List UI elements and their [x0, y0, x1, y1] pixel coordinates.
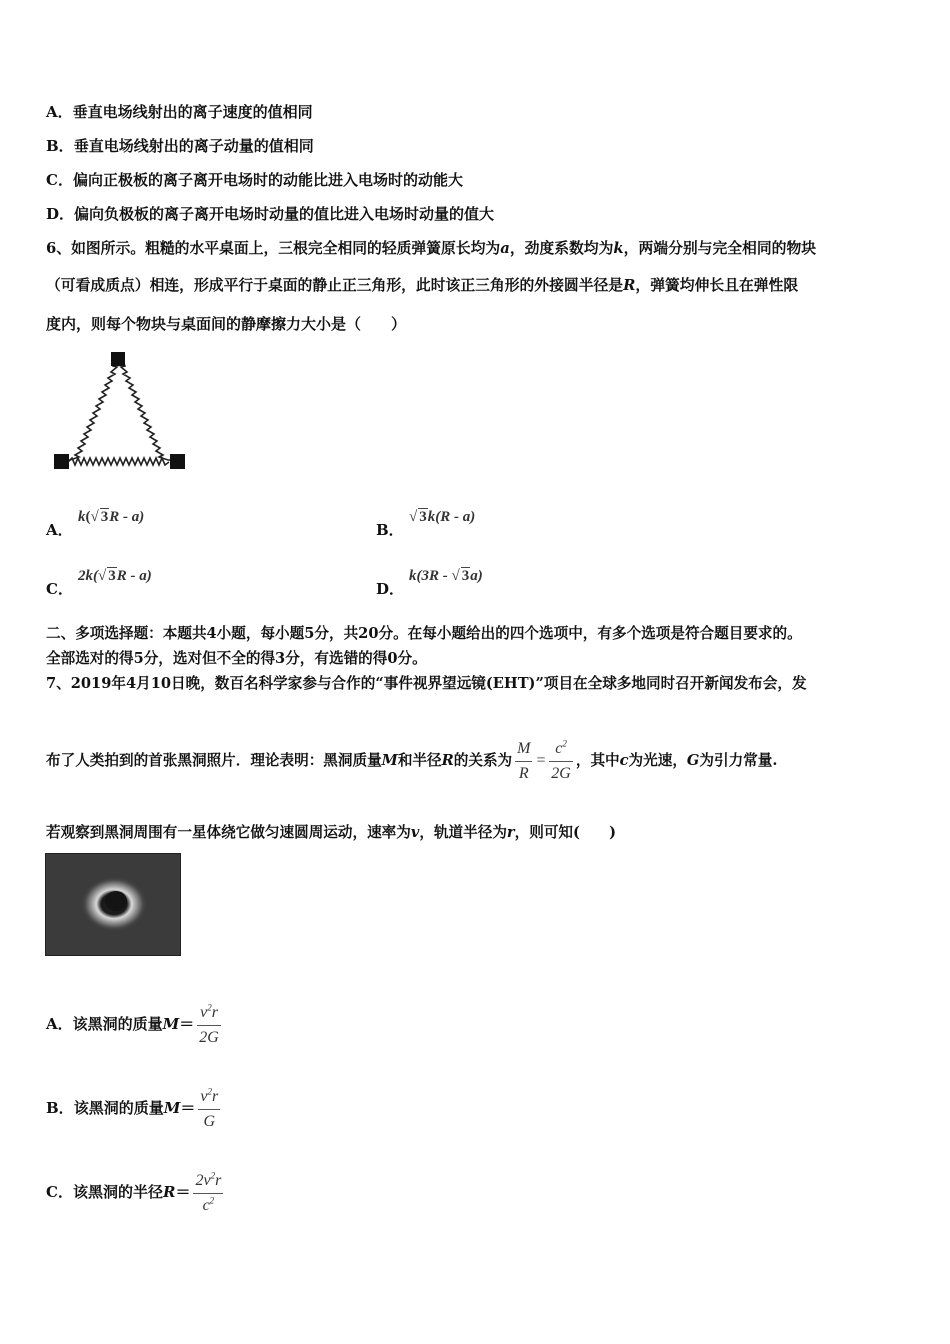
q6-option-d-formula: k(3R - √ 3a): [409, 568, 483, 584]
option-fraction: [193, 1171, 223, 1216]
q5-option-c: [46, 170, 463, 190]
q7-text: ，其中: [575, 752, 620, 769]
option-text: 偏向正极板的离子离开电场时的动能比进入电场时的动能大: [72, 171, 463, 189]
q7-text: 布了人类拍到的首张黑洞照片．理论表明：黑洞质量: [46, 752, 382, 769]
numerator-base: v: [200, 1087, 208, 1105]
q5-option-a: [46, 102, 313, 122]
q7-stem-line-3: [46, 823, 616, 843]
var-R: R: [623, 277, 636, 294]
q6-option-a-letter: [46, 519, 73, 540]
equals-sign: ＝: [179, 1015, 195, 1033]
option-variable: R: [162, 1183, 176, 1201]
var-v: v: [410, 824, 420, 841]
q6-text: ，劲度系数均为: [509, 240, 614, 257]
fraction-denominator: $c^2$: [202, 1195, 215, 1214]
q7-text: 的关系为: [453, 752, 513, 769]
option-letter: B．: [46, 137, 74, 155]
spring-triangle-figure: [48, 348, 193, 473]
section-text: 二、多项选择题：本题共4小题，每小题5分，共20分。在每小题给出的四个选项中，有多个选项是符合题目要求的。: [46, 625, 802, 642]
option-letter: A．: [46, 521, 73, 539]
equals-sign: =: [535, 752, 547, 769]
block-right: [170, 454, 185, 469]
option-fraction: [198, 1087, 220, 1132]
block-top: [111, 352, 125, 366]
section-2-note: [46, 649, 427, 669]
numerator-r: r: [215, 1171, 222, 1189]
var-k: k: [613, 240, 624, 257]
black-hole-ring-graphic: [46, 854, 180, 955]
option-text: 垂直电场线射出的离子动量的值相同: [73, 137, 314, 155]
option-text: 该黑洞的质量: [72, 1015, 163, 1033]
option-text: 偏向负极板的离子离开电场时动量的值比进入电场时动量的值大: [74, 205, 495, 223]
option-fraction: [197, 1003, 221, 1048]
option-text: 垂直电场线射出的离子速度的值相同: [72, 103, 313, 121]
numerator-r: r: [211, 1087, 219, 1105]
fraction-numerator: $2v^2r$: [193, 1171, 223, 1194]
fraction-numerator: $c^2$: [549, 739, 573, 762]
q7-stem-line-2: [46, 736, 777, 786]
sqrt-radicand: 3: [419, 509, 427, 525]
option-letter: D．: [46, 205, 75, 223]
q6-text: 6、如图所示。粗糙的水平桌面上，三根完全相同的轻质弹簧原长均为: [46, 240, 501, 257]
q7-stem-line-1: [46, 674, 807, 694]
q7-text: ，则可知( ): [514, 824, 616, 841]
fraction-M-over-R: [515, 739, 532, 784]
sqrt-radicand: 3: [108, 568, 116, 584]
q6-text: ，弹簧均伸长且在弹性限: [635, 277, 799, 294]
equals-sign: ＝: [175, 1183, 191, 1201]
fraction-denominator: R: [518, 764, 529, 782]
formula-part: k: [78, 509, 86, 525]
option-letter: A．: [46, 1015, 73, 1033]
q5-option-d: [46, 204, 494, 224]
fraction-denominator: 2G: [199, 1028, 219, 1046]
q6-stem-line-2: [46, 276, 798, 296]
numerator-r: r: [211, 1003, 218, 1021]
equals-sign: ＝: [180, 1099, 196, 1117]
q7-text: 和半径: [397, 752, 442, 769]
q6-option-d-letter: [376, 578, 404, 599]
fraction-denominator: G: [203, 1112, 216, 1130]
formula-part: a): [470, 568, 483, 584]
q7-text: 为光速，: [628, 752, 687, 769]
sqrt-radicand: 3: [461, 568, 470, 584]
fraction-numerator: $v^2r$: [197, 1003, 221, 1026]
spring-bottom: [68, 458, 169, 465]
option-letter: A．: [46, 103, 73, 121]
option-letter: B．: [376, 521, 404, 539]
q6-text: 度内，则每个物块与桌面间的静摩擦力大小是（ ）: [46, 315, 407, 333]
fraction-c2-over-2G: [549, 739, 573, 784]
option-variable: M: [162, 1015, 180, 1033]
spring-left: [62, 360, 117, 460]
numerator-base: c: [555, 739, 563, 757]
formula-part: (R - a): [435, 509, 476, 525]
option-text: 该黑洞的半径: [72, 1183, 163, 1201]
fraction-numerator: $v^2r$: [198, 1087, 220, 1110]
numerator-base: v: [200, 1003, 208, 1021]
q6-option-b-letter: [376, 519, 404, 540]
q7-text: 若观察到黑洞周围有一星体绕它做匀速圆周运动，速率为: [46, 824, 411, 841]
block-left: [54, 454, 69, 469]
formula-part: k(3R -: [409, 568, 452, 584]
numerator-base: 2v: [195, 1171, 211, 1189]
option-letter: B．: [46, 1099, 74, 1117]
fraction-numerator: M: [515, 739, 532, 762]
var-G: G: [686, 752, 700, 769]
option-letter: D．: [376, 580, 405, 598]
formula-part: k: [427, 509, 436, 525]
q6-stem-line-3: [46, 314, 406, 334]
formula-part: 2k(: [78, 568, 98, 584]
var-M: M: [381, 752, 398, 769]
var-c: c: [619, 752, 629, 769]
option-text: 该黑洞的质量: [73, 1099, 164, 1117]
formula-part: R - a): [116, 568, 152, 584]
formula-part: R - a): [109, 509, 145, 525]
black-hole-photo: [45, 853, 181, 956]
sqrt-radicand: 3: [100, 509, 109, 525]
formula-part: (: [85, 509, 91, 525]
q7-option-c: [46, 1166, 226, 1218]
section-2-heading: [46, 624, 802, 644]
q7-text: 为引力常量.: [699, 752, 778, 769]
q6-option-b-formula: √ 3k(R - a): [409, 509, 476, 525]
denominator-base: c: [202, 1196, 210, 1214]
q7-text: 7、2019年4月10日晚，数百名科学家参与合作的“事件视界望远镜(EHT)”项目在全球多地同时召开新闻发布会，发: [46, 675, 807, 692]
q6-text: ，两端分别与完全相同的物块: [623, 240, 817, 257]
q7-option-a: [46, 998, 224, 1050]
q7-option-b: [46, 1082, 223, 1134]
option-letter: C．: [46, 580, 73, 598]
q6-option-c-formula: 2k(√ 3R - a): [78, 568, 152, 584]
option-variable: M: [163, 1099, 181, 1117]
q7-text: ，轨道半径为: [419, 824, 507, 841]
q6-text: （可看成质点）相连，形成平行于桌面的静止正三角形，此时该正三角形的外接圆半径是: [46, 277, 624, 294]
var-R: R: [441, 752, 454, 769]
section-text: 全部选对的得5分，选对但不全的得3分，有选错的得0分。: [46, 650, 427, 667]
var-a: a: [500, 240, 510, 257]
q6-option-a-formula: k(√ 3R - a): [78, 509, 145, 525]
fraction-denominator: 2G: [551, 764, 571, 782]
spring-right: [121, 360, 176, 460]
q6-stem-line-1: [46, 239, 816, 259]
option-letter: C．: [46, 1183, 73, 1201]
var-r: r: [506, 824, 515, 841]
option-letter: C．: [46, 171, 73, 189]
q5-option-b: [46, 136, 314, 156]
q6-option-c-letter: [46, 578, 73, 599]
